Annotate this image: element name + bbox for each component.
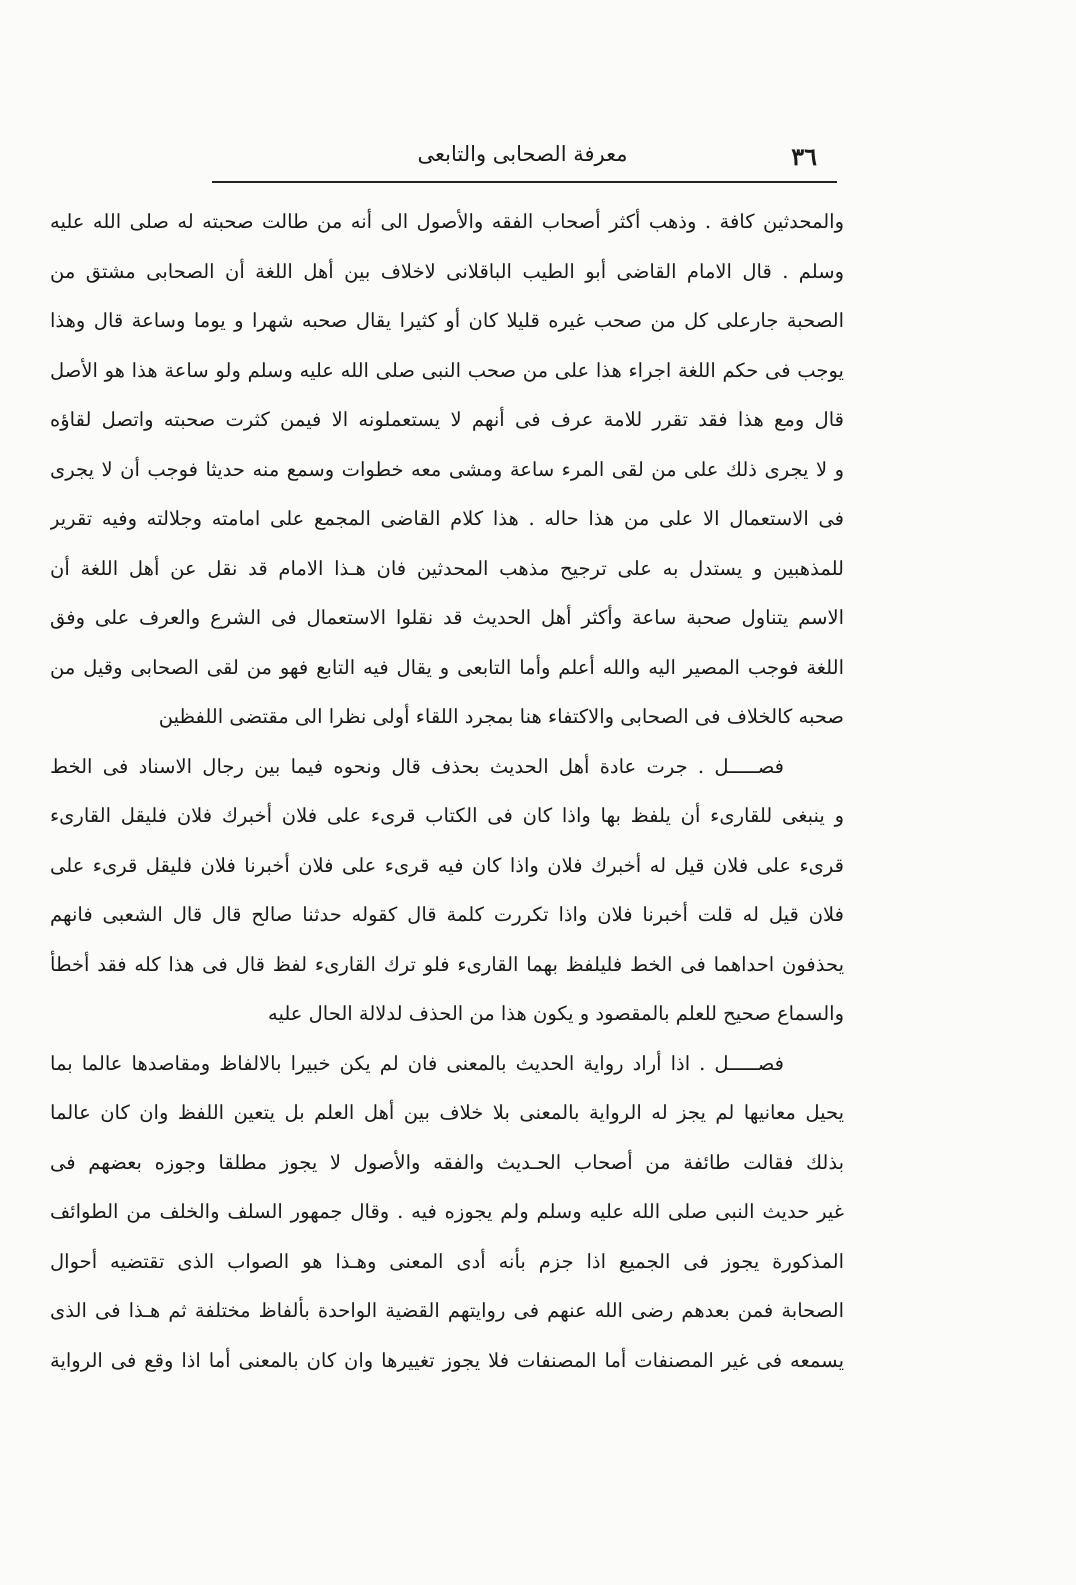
text-line: يوجب فى حكم اللغة اجراء هذا على من صحب النبى صلى الله عليه وسلم ولو ساعة هذا هو الأصل xyxy=(50,358,844,382)
section-heading-line: فصـــــل . جرت عادة أهل الحديث بحذف قال ونحوه فيما بين رجال الاسناد فى الخط xyxy=(50,754,784,778)
page-header xyxy=(210,138,835,178)
text-line: بذلك فقالت طائفة من أصحاب الحـديث والفقه والأصول لا يجوز مطلقا وجوزه بعضهم فى xyxy=(50,1150,844,1174)
text-line: غير حديث النبى صلى الله عليه وسلم ولم يجوزه فيه . وقال جمهور السلف والخلف من الطوائف xyxy=(50,1200,844,1223)
text-line: فلان قيل له قلت أخبرنا فلان واذا تكررت كلمة قال كقوله حدثنا صالح قال قال الشعبى فانهم xyxy=(50,903,844,926)
text-line: و لا يجرى ذلك على من لقى المرء ساعة ومشى معه خطوات وسمع منه حديثا فوجب أن لا يجرى xyxy=(50,457,844,481)
text-line: المذكورة يجوز فى الجميع اذا جزم بأنه أدى المعنى وهـذا هو الصواب الذى تقتضيه أحوال xyxy=(50,1249,844,1273)
text-line: الصحبة جارعلى كل من صحب غيره قليلا كان أو كثيرا يقال صحبه شهرا و يوما وساعة قال وهذا xyxy=(50,309,844,332)
text-line: و ينبغى للقارىء أن يلفظ بها واذا كان فى الكتاب قرىء على فلان أخبرك فلان فليقل القارىء xyxy=(50,804,844,827)
text-line: قال ومع هذا فقد تقرر للامة عرف فى أنهم لا يستعملونه الا فيمن كثرت صحبته واتصل لقاؤه xyxy=(50,408,844,431)
page-number: ٣٦ xyxy=(791,142,817,171)
section-heading-line: فصـــــل . اذا أراد رواية الحديث بالمعنى فان لم يكن خبيرا بالالفاظ ومقاصدها عالما بما xyxy=(50,1051,784,1075)
text-line: يحذفون احداهما فى الخط فليلفظ بهما القارىء فلو ترك القارىء لفظ قال فى هذا كله فقد أخطأ xyxy=(50,952,844,976)
text-line: يسمعه فى غير المصنفات أما المصنفات فلا يجوز تغييرها وان كان بالمعنى أما اذا وقع فى الرواية xyxy=(50,1348,844,1372)
text-line: الصحابة فمن بعدهم رضى الله عنهم فى روايتهم القضية الواحدة بألفاظ مختلفة ثم هـذا فى الذى xyxy=(50,1299,844,1322)
text-line: وسلم . قال الامام القاضى أبو الطيب الباقلانى لاخلاف بين أهل اللغة أن الصحابى مشتق من xyxy=(50,259,844,283)
text-line: اللغة فوجب المصير اليه والله أعلم وأما التابعى و يقال فيه التابع فهو من لقى الصحابى وقيل من xyxy=(50,655,844,679)
running-title: معرفة الصحابى والتابعى xyxy=(417,142,628,166)
text-line: فى الاستعمال الا على من هذا حاله . هذا كلام القاضى المجمع على امامته وجلالته وفيه تقرير xyxy=(50,507,844,530)
body-text xyxy=(50,197,844,1385)
header-rule xyxy=(212,181,837,183)
text-line: والمحدثين كافة . وذهب أكثر أصحاب الفقه والأصول الى أنه من طالت صحبته له صلى الله عليه xyxy=(50,210,844,233)
text-line: والسماع صحيح للعلم بالمقصود و يكون هذا من الحذف لدلالة الحال عليه xyxy=(268,1002,844,1025)
text-line: للمذهبين و يستدل به على ترجيح مذهب المحدثين فان هـذا الامام قد نقل عن أهل اللغة أن xyxy=(50,556,844,580)
text-line: صحبه كالخلاف فى الصحابى والاكتفاء هنا بمجرد اللقاء أولى نظرا الى مقتضى اللفظين xyxy=(158,705,844,728)
text-line: يحيل معانيها لم يجز له الرواية بالمعنى بلا خلاف بين أهل العلم بل يتعين اللفظ وان كان عالما xyxy=(50,1101,844,1124)
text-line: الاسم يتناول صحبة ساعة وأكثر أهل الحديث قد نقلوا الاستعمال فى الشرع والعرف على وفق xyxy=(50,606,844,629)
text-line: قرىء على فلان قيل له أخبرك فلان واذا كان فيه قرىء على فلان أخبرنا فلان فليقل قرىء على xyxy=(50,853,844,877)
